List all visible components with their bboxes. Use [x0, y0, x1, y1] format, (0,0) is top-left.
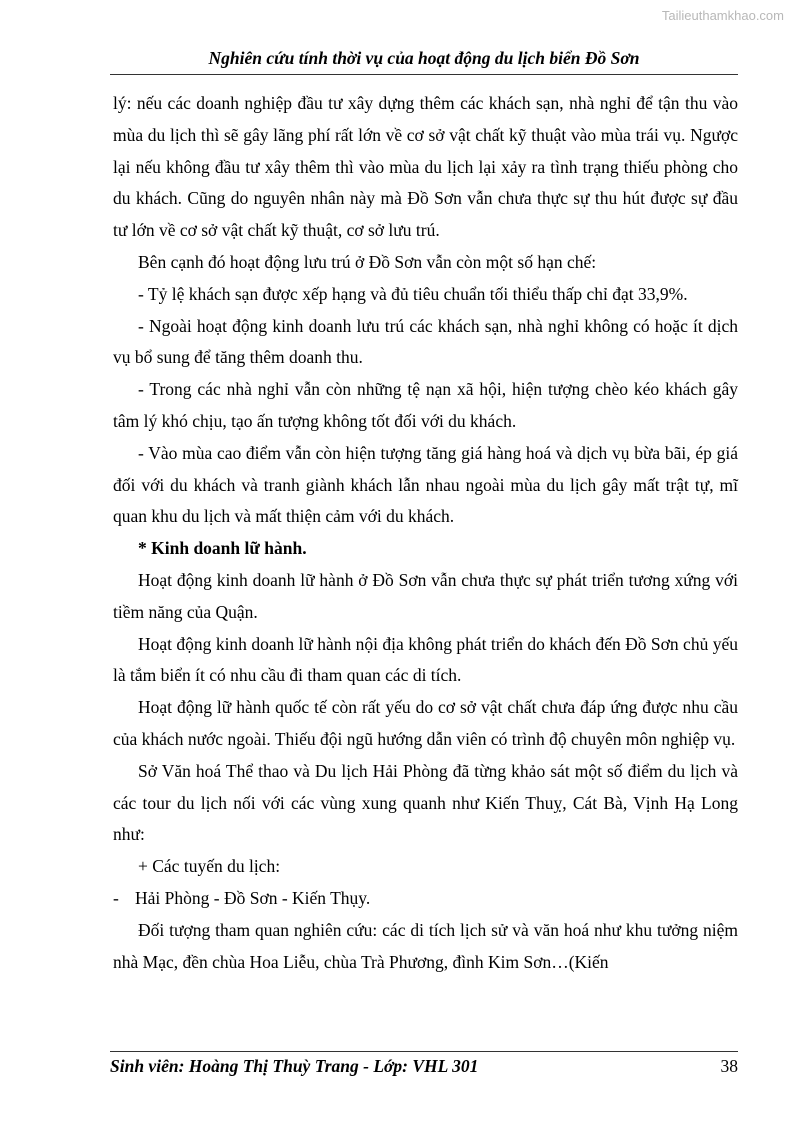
- dash-marker: -: [113, 887, 119, 908]
- page-header-title: Nghiên cứu tính thời vụ của hoạt động du lịch biển Đồ Sơn: [208, 48, 640, 68]
- document-body: [113, 88, 738, 978]
- header-divider: [110, 74, 738, 75]
- paragraph: Sở Văn hoá Thể thao và Du lịch Hải Phòng đã từng khảo sát một số điểm du lịch và các tour du lịch nối với các vùng xung quanh như Kiến Thuỵ, Cát Bà, Vịnh Hạ Long như:: [113, 760, 738, 845]
- paragraph: Hoạt động kinh doanh lữ hành ở Đồ Sơn vẫn chưa thực sự phát triển tương xứng với tiềm năng của Quận.: [113, 569, 738, 622]
- page-footer: [110, 1056, 738, 1077]
- section-heading: * Kinh doanh lữ hành.: [138, 538, 307, 559]
- list-heading: + Các tuyến du lịch:: [138, 856, 281, 877]
- paragraph: Hoạt động lữ hành quốc tế còn rất yếu do cơ sở vật chất chưa đáp ứng được nhu cầu của khách nước ngoài. Thiếu đội ngũ hướng dẫn viên có trình độ chuyên môn nghiệp vụ.: [113, 697, 738, 749]
- footer-author: Sinh viên: Hoàng Thị Thuỳ Trang - Lớp: VHL 301: [110, 1056, 479, 1076]
- route-text: Hải Phòng - Đồ Sơn - Kiến Thụy.: [135, 887, 371, 908]
- list-item: [113, 883, 738, 915]
- list-item: - Trong các nhà nghỉ vẫn còn những tệ nạn xã hội, hiện tượng chèo kéo khách gây tâm lý khó chịu, tạo ấn tượng không tốt đối với du khách.: [113, 379, 738, 431]
- list-item: - Ngoài hoạt động kinh doanh lưu trú các khách sạn, nhà nghỉ không có hoặc ít dịch vụ bổ sung để tăng thêm doanh thu.: [113, 315, 738, 368]
- list-item: - Vào mùa cao điểm vẫn còn hiện tượng tăng giá hàng hoá và dịch vụ bừa bãi, ép giá đối với du khách và tranh giành khách lẫn nhau ngoài mùa du lịch gây mất trật tự, mĩ quan khu du lịch và mất thiện cảm với du khách.: [113, 442, 738, 527]
- watermark: Tailieuthamkhao.com: [661, 8, 784, 23]
- page-number: 38: [720, 1056, 738, 1076]
- list-item: - Tỷ lệ khách sạn được xếp hạng và đủ tiêu chuẩn tối thiểu thấp chỉ đạt 33,9%.: [138, 283, 688, 304]
- footer-divider: [110, 1051, 738, 1052]
- paragraph: Bên cạnh đó hoạt động lưu trú ở Đồ Sơn vẫn còn một số hạn chế:: [138, 251, 597, 272]
- paragraph: Hoạt động kinh doanh lữ hành nội địa không phát triển do khách đến Đồ Sơn chủ yếu là tắm biển ít có nhu cầu đi tham quan các di tích.: [113, 633, 738, 686]
- paragraph: Đối tượng tham quan nghiên cứu: các di tích lịch sử và văn hoá như khu tưởng niệm nhà Mạc, đền chùa Hoa Liễu, chùa Trà Phương, đình Kim Sơn…(Kiến: [113, 919, 738, 972]
- paragraph: lý: nếu các doanh nghiệp đầu tư xây dựng thêm các khách sạn, nhà nghỉ để tận thu vào mùa du lịch thì sẽ gây lãng phí rất lớn về cơ sở vật chất kỹ thuật vào mùa trái vụ. Ngược lại nếu không đầu tư xây thêm thì vào mùa du lịch lại xảy ra tình trạng thiếu phòng cho du khách. Cũng do nguyên nhân này mà Đồ Sơn vẫn chưa thực sự thu hút được sự đầu tư lớn về cơ sở vật chất kỹ thuật, cơ sở lưu trú.: [113, 93, 738, 241]
